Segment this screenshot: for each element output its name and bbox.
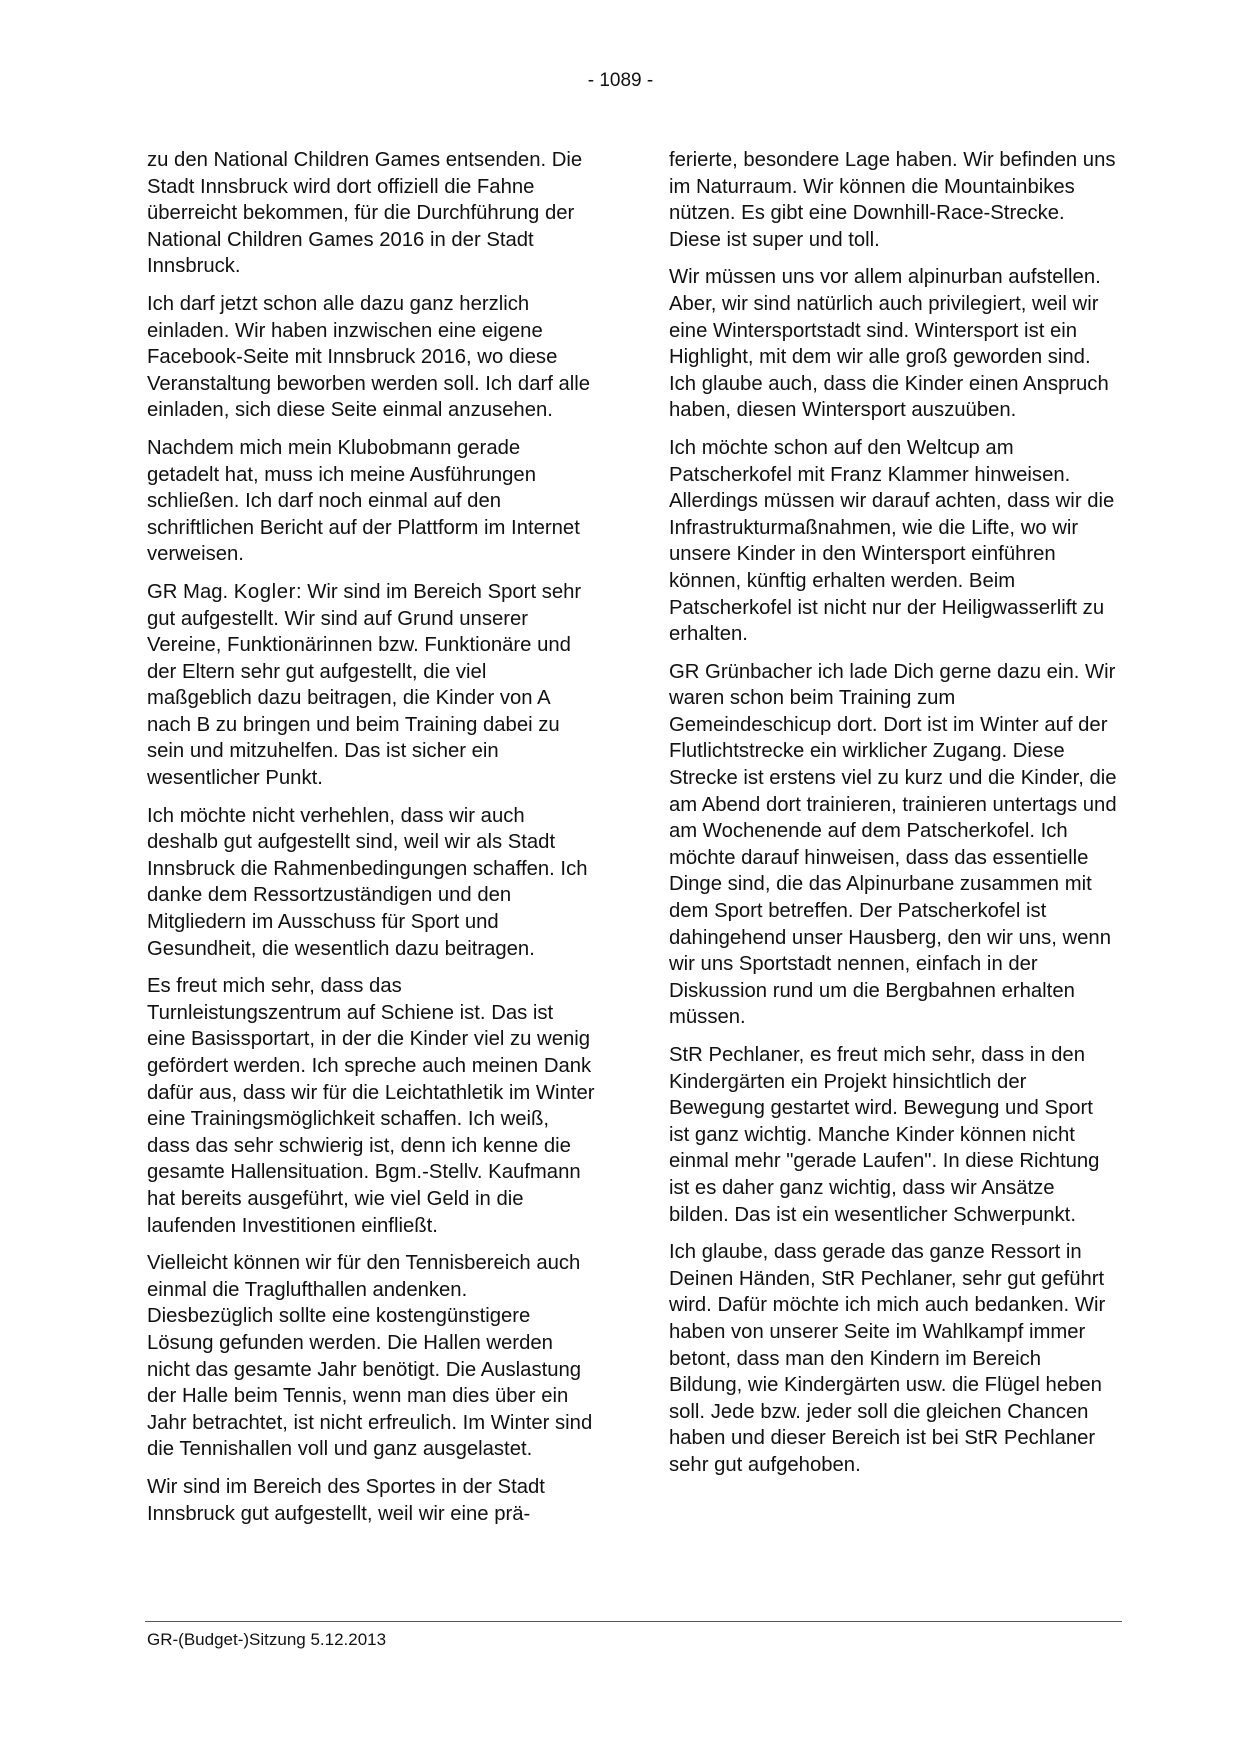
paragraph: Vielleicht können wir für den Tennisbereich auch einmal die Traglufthallen andenken. Diesbezüglich sollte eine kostengünstigere Lösung gefunden werden. Die Hallen werden nicht das gesamte Jahr benötigt. Die Auslastung der Halle beim Tennis, wenn man dies über ein Jahr betrachtet, ist nicht erfreulich. Im Winter sind die Tennishallen voll und ganz ausgelastet. [147,1252,593,1461]
paragraph: Nachdem mich mein Klubobmann gerade getadelt hat, muss ich meine Ausführungen schließen. Ich darf noch einmal auf den schriftlichen Bericht auf der Plattform im Internet verweisen. [147,436,580,566]
footer-session-label: GR-(Budget-)Sitzung 5.12.2013 [147,1630,387,1649]
paragraph: GR Grünbacher ich lade Dich gerne dazu ein. Wir waren schon beim Training zum Gemeindeschicup dort. Dort ist im Winter auf der Flutlichtstrecke ein wirklicher Zugang. Diese Strecke ist erstens viel zu kurz und die Kinder, die am Abend dort trainieren, trainieren untertags und am Wochenende auf dem Patscherkofel. Ich möchte darauf hinweisen, dass das essentielle Dinge sind, die das Alpinurbane zusammen mit dem Sport betreffen. Der Patscherkofel ist dahingehend unser Hausberg, den wir uns, wenn wir uns Sportstadt nennen, einfach in der Diskussion rund um die Bergbahnen erhalten müssen. [669,660,1117,1029]
paragraph: StR Pechlaner, es freut mich sehr, dass in den Kindergärten ein Projekt hinsichtlich der Bewegung gestartet wird. Bewegung und Sport ist ganz wichtig. Manche Kinder können nicht einmal mehr "gerade Laufen". In diese Richtung ist es daher ganz wichtig, dass wir Ansätze bilden. Das ist ein wesentlicher Schwerpunkt. [669,1044,1100,1226]
speaker-text: : Wir sind im Bereich Sport sehr gut aufgestellt. Wir sind auf Grund unserer Vereine, Funktionärinnen bzw. Funktionäre und der Eltern sehr gut aufgestellt, die viel maßgeblich dazu beitragen, die Kinder von A nach B zu bringen und beim Training dabei zu sein und mitzuhelfen. Das ist sicher ein wesentlicher Punkt. [147,580,582,790]
right-column [669,147,1117,1490]
speaker-paragraph [147,579,595,792]
paragraph: Ich möchte schon auf den Weltcup am Patscherkofel mit Franz Klammer hinweisen. Allerdings müssen wir darauf achten, dass wir die Infrastrukturmaßnahmen, wie die Lifte, wo wir unsere Kinder in den Wintersport einführen können, künftig erhalten werden. Beim Patscherkofel ist nicht nur der Heiligwasserlift zu erhalten. [669,436,1115,646]
paragraph: zu den National Children Games entsenden. Die Stadt Innsbruck wird dort offiziell die Fahne überreicht bekommen, für die Durchführung der National Children Games 2016 in der Stadt Innsbruck. [147,149,583,278]
footer-divider [145,1621,1122,1622]
paragraph: Ich darf jetzt schon alle dazu ganz herzlich einladen. Wir haben inzwischen eine eigene Facebook-Seite mit Innsbruck 2016, wo diese Veranstaltung beworben werden soll. Ich darf alle einladen, sich diese Seite einmal anzusehen. [147,292,591,422]
paragraph: ferierte, besondere Lage haben. Wir befinden uns im Naturraum. Wir können die Mountainbikes nützen. Es gibt eine Downhill-Race-Strecke. Diese ist super und toll. [669,149,1116,251]
page-number: - 1089 - [587,70,654,91]
paragraph: Ich glaube, dass gerade das ganze Ressort in Deinen Händen, StR Pechlaner, sehr gut geführt wird. Dafür möchte ich mich auch bedanken. Wir haben von unserer Seite im Wahlkampf immer betont, dass man den Kindern im Bereich Bildung, wie Kindergärten usw. die Flügel heben soll. Jede bzw. jeder soll die gleichen Chancen haben und dieser Bereich ist bei StR Pechlaner sehr gut aufgehoben. [669,1241,1106,1476]
paragraph: Wir müssen uns vor allem alpinurban aufstellen. Aber, wir sind natürlich auch privilegiert, weil wir eine Wintersportstadt sind. Wintersport ist ein Highlight, mit dem wir alle groß geworden sind. Ich glaube auch, dass die Kinder einen Anspruch haben, diesen Wintersport auszuüben. [669,266,1109,422]
speaker-prefix: GR Mag. [147,580,234,603]
paragraph: Ich möchte nicht verhehlen, dass wir auch deshalb gut aufgestellt sind, weil wir als Stadt Innsbruck die Rahmenbedingungen schaffen. Ich danke dem Ressortzuständigen und den Mitgliedern im Ausschuss für Sport und Gesundheit, die wesentlich dazu beitragen. [147,804,588,960]
paragraph: Wir sind im Bereich des Sportes in der Stadt Innsbruck gut aufgestellt, weil wir eine prä- [147,1475,545,1525]
speaker-name: Kogler [233,580,297,603]
left-column [147,147,595,1538]
paragraph: Es freut mich sehr, dass das Turnleistungszentrum auf Schiene ist. Das ist eine Basissportart, in der die Kinder viel zu wenig gefördert werden. Ich spreche auch meinen Dank dafür aus, dass wir für die Leichtathletik im Winter eine Trainingsmöglichkeit schaffen. Ich weiß, dass das sehr schwierig ist, denn ich kenne die gesamte Hallensituation. Bgm.-Stellv. Kaufmann hat bereits ausgeführt, wie viel Geld in die laufenden Investitionen einfließt. [147,975,595,1237]
